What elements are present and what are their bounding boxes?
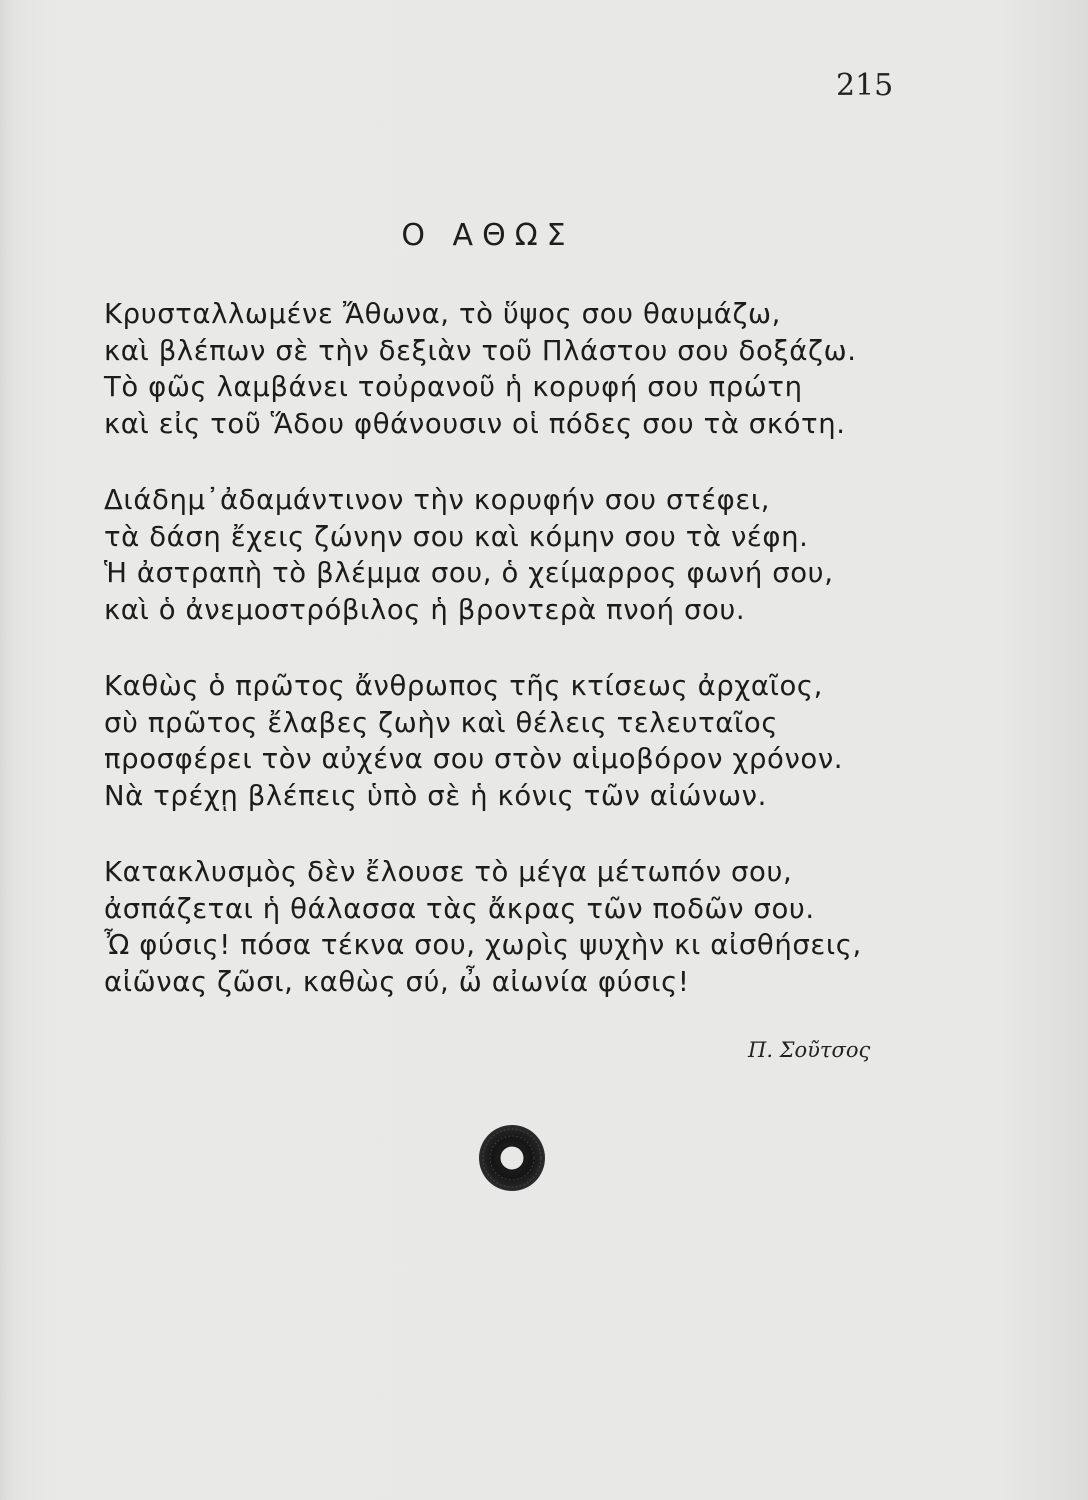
poem-line: Κατακλυσμὸς δὲν ἔλουσε τὸ μέγα μέτωπόν σου, xyxy=(104,856,793,888)
poem-line: προσφέρει τὸν αὐχένα σου στὸν αἱμοβόρον χρόνον. xyxy=(104,743,844,775)
poem-line: Ἡ ἀστραπὴ τὸ βλέμμα σου, ὁ χείμαρρος φωνή σου, xyxy=(104,557,834,589)
poem-line: Ὦ φύσις! πόσα τέκνα σου, χωρὶς ψυχὴν κι αἰσθήσεις, xyxy=(104,929,862,961)
poem-line: καὶ βλέπων σὲ τὴν δεξιὰν τοῦ Πλάστου σου δοξάζω. xyxy=(104,334,857,367)
poem-line: καὶ εἰς τοῦ Ἅδου φθάνουσιν οἱ πόδες σου τὰ σκότη. xyxy=(104,407,846,440)
poem-line: ἀσπάζεται ἡ θάλασσα τὰς ἄκρας τῶν ποδῶν σου. xyxy=(104,892,815,925)
stanza-2 xyxy=(104,482,924,628)
poem-line: τὰ δάση ἔχεις ζώνην σου καὶ κόμην σου τὰ νέφη. xyxy=(104,520,809,553)
poem-line: Καθὼς ὁ πρῶτος ἄνθρωπος τῆς κτίσεως ἀρχαῖος, xyxy=(104,670,823,702)
page-number: 215 xyxy=(836,68,894,103)
stanza-1 xyxy=(104,296,924,442)
author-signature: Π. Σοῦτσος xyxy=(748,1038,871,1062)
poem-line: Κρυσταλλωμένε Ἄθωνα, τὸ ὕψος σου θαυμάζω, xyxy=(104,298,781,330)
poem-title: Ο ΑΘΩΣ xyxy=(401,218,575,253)
poem-line: αἰῶνας ζῶσι, καθὼς σύ, ὦ αἰωνία φύσις! xyxy=(104,965,690,998)
poem-line: Τὸ φῶς λαμβάνει τοὐρανοῦ ἡ κορυφή σου πρώτη xyxy=(104,371,803,403)
poem-body xyxy=(104,296,924,1040)
poem-line: Νὰ τρέχῃ βλέπεις ὑπὸ σὲ ἡ κόνις τῶν αἰώνων. xyxy=(104,779,767,812)
poem-line: σὺ πρῶτος ἔλαβες ζωὴν καὶ θέλεις τελευταῖος xyxy=(104,706,779,739)
ring-ornament-icon xyxy=(477,1123,547,1193)
poem-line: καὶ ὁ ἀνεμοστρόβιλος ἡ βροντερὰ πνοή σου. xyxy=(104,593,746,626)
stanza-3 xyxy=(104,668,924,814)
poem-line: Διάδημ᾿ἀδαμάντινον τὴν κορυφήν σου στέφει, xyxy=(104,484,771,516)
stanza-4 xyxy=(104,854,924,1000)
